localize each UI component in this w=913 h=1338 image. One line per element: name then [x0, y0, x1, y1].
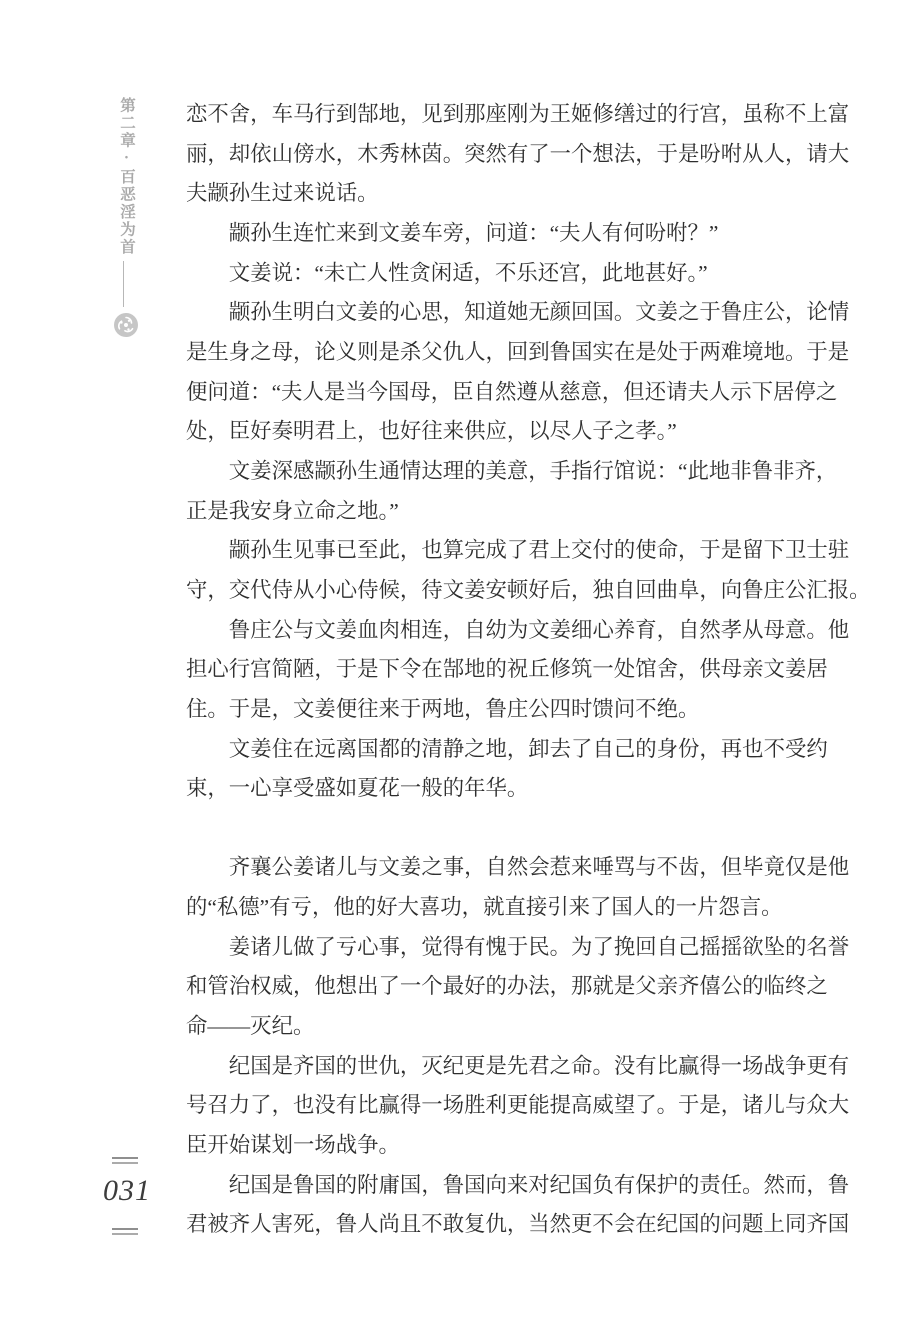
- text-line: 束，一心享受盛如夏花一般的年华。: [186, 776, 529, 801]
- text-line: 丽，却依山傍水，木秀林茵。突然有了一个想法，于是吩咐从人，请大: [186, 141, 850, 166]
- text-line: 颛孙生明白文姜的心思，知道她无颜回国。文姜之于鲁庄公，论情: [228, 300, 850, 325]
- text-line: 住。于是，文姜便往来于两地，鲁庄公四时馈问不绝。: [186, 696, 700, 721]
- text-line: 和管治权威，他想出了一个最好的办法，那就是父亲齐僖公的临终之: [186, 974, 828, 999]
- text-line: 纪国是鲁国的附庸国，鲁国向来对纪国负有保护的责任。然而，鲁: [228, 1172, 850, 1197]
- text-line: 担心行宫简陋，于是下令在郜地的祝丘修筑一处馆舍，供母亲文姜居: [186, 657, 828, 682]
- double-rule-bottom: [112, 1228, 138, 1235]
- text-line: 正是我安身立命之地。”: [186, 498, 399, 523]
- chapter-title-vertical: 第二章·百恶淫为首: [118, 97, 135, 256]
- text-line: 号召力了，也没有比赢得一场胜利更能提高威望了。于是，诸儿与众大: [186, 1093, 850, 1118]
- text-line: 鲁庄公与文姜血肉相连，自幼为文姜细心养育，自然孝从母意。他: [228, 617, 850, 642]
- page-footer: [95, 1150, 175, 1260]
- text-line: 文姜深感颛孙生通情达理的美意，手指行馆说：“此地非鲁非齐，: [228, 458, 838, 483]
- text-line: 齐襄公姜诸儿与文姜之事，自然会惹来唾骂与不齿，但毕竟仅是他: [228, 855, 850, 880]
- chapter-title-dash: [123, 261, 124, 307]
- text-line: 姜诸儿做了亏心事，觉得有愧于民。为了挽回自己摇摇欲坠的名誉: [228, 934, 850, 959]
- text-line: 文姜住在远离国都的清静之地，卸去了自己的身份，再也不受约: [228, 736, 828, 761]
- text-line: 文姜说：“未亡人性贪闲适，不乐还宫，此地甚好。”: [228, 260, 708, 285]
- double-rule-top: [112, 1157, 138, 1164]
- text-line: 恋不舍，车马行到郜地，见到那座刚为王姬修缮过的行宫，虽称不上富: [186, 102, 850, 126]
- text-line: 处，臣好奏明君上，也好往来供应，以尽人子之孝。”: [186, 419, 677, 444]
- text-line: 便问道：“夫人是当今国母，臣自然遵从慈意，但还请夫人示下居停之: [186, 379, 838, 404]
- swirl-medallion-icon: [112, 311, 140, 339]
- text-line: 命——灭纪。: [186, 1014, 315, 1039]
- section-break: [186, 809, 862, 849]
- text-line: 纪国是齐国的世仇，灭纪更是先君之命。没有比赢得一场战争更有: [228, 1053, 850, 1078]
- text-line: 是生身之母，论义则是杀父仇人，回到鲁国实在是处于两难境地。于是: [186, 339, 850, 364]
- chapter-sidebar: [0, 0, 170, 1338]
- text-line: 颛孙生见事已至此，也算完成了君上交付的使命，于是留下卫士驻: [228, 538, 850, 563]
- text-line: 的“私德”有亏，他的好大喜功，就直接引来了国人的一片怨言。: [186, 895, 783, 920]
- page-number: 031: [103, 1174, 151, 1207]
- text-line: 夫颛孙生过来说话。: [186, 181, 379, 206]
- page-body-text: [186, 95, 871, 1245]
- text-line: 守，交代侍从小心侍候，待文姜安顿好后，独自回曲阜，向鲁庄公汇报。: [186, 577, 871, 602]
- text-line: 颛孙生连忙来到文姜车旁，问道：“夫人有何吩咐？”: [228, 220, 719, 245]
- text-line: 君被齐人害死，鲁人尚且不敢复仇，当然更不会在纪国的问题上同齐国: [186, 1212, 850, 1237]
- text-line: 臣开始谋划一场战争。: [186, 1133, 400, 1158]
